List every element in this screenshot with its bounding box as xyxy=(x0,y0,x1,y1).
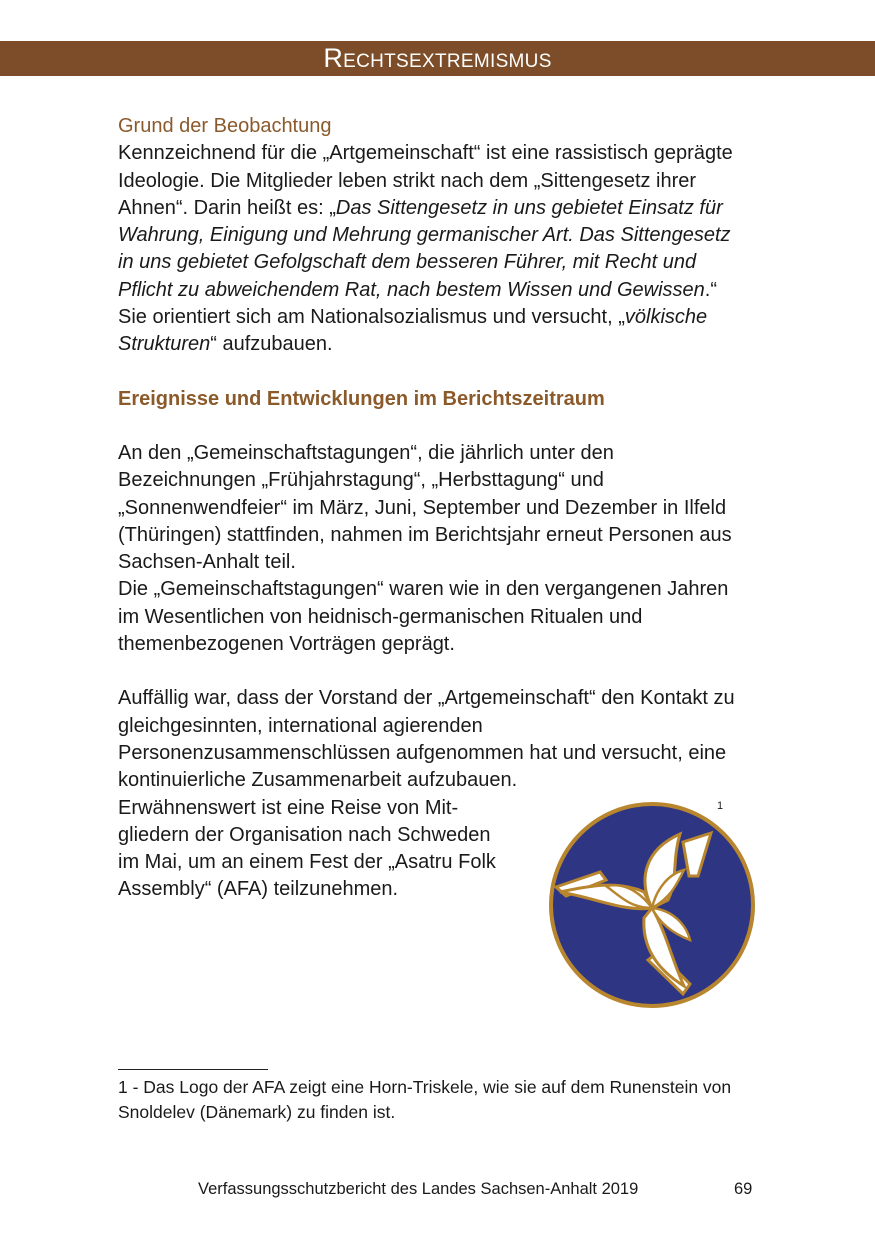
body-paragraph: Auffällig war, dass der Vorstand der „Artgemeinschaft“ den Kontakt zu gleichgesinnten, international agierenden Personenzusammenschlüssen aufgenommen hat und versucht, eine kontinuierliche Zusammenarbeit aufzubauen. xyxy=(118,687,735,792)
footer-publication-title: Verfassungsschutzbericht des Landes Sachsen-Anhalt 2019 xyxy=(198,1180,639,1198)
paragraph-line: gliedern der Organisation nach Schweden xyxy=(118,823,491,846)
paragraph-text: “ aufzubauen. xyxy=(210,333,333,356)
body-paragraph xyxy=(118,140,748,304)
paragraph-text: .“ xyxy=(704,278,717,301)
section-heading: Ereignisse und Entwicklungen im Berichtszeitraum xyxy=(118,387,605,410)
paragraph-line: Erwähnenswert ist eine Reise von Mit- xyxy=(118,796,459,819)
body-paragraph xyxy=(118,304,748,359)
page-number: 69 xyxy=(734,1180,753,1198)
chapter-header-bar xyxy=(0,41,875,76)
paragraph-text: Sie orientiert sich am Nationalsozialismus und versucht, „ xyxy=(118,306,625,329)
quote-text: Das Sittengesetz in uns gebietet Einsatz für Wahrung, Einigung und Mehrung germanischer Art. Das Sittengesetz in uns gebietet Gefolgschaft dem besseren Führer, mit Recht und Pflicht zu abweichendem Rat, nach bestem Wissen und Gewissen xyxy=(118,196,731,301)
footnote-text: 1 - Das Logo der AFA zeigt eine Horn-Triskele, wie sie auf dem Runenstein von Snoldelev (Dänemark) zu finden ist. xyxy=(118,1077,732,1122)
body-paragraph: An den „Gemeinschaftstagungen“, die jährlich unter den Bezeichnungen „Frühjahrstagung“, „Herbsttagung“ und „Sonnenwendfeier“ im März, Juni, September und Dezember in Ilfeld (Thüringen) stattfinden, nahmen im Berichtsjahr erneut Personen aus Sachsen-Anhalt teil. xyxy=(118,441,732,574)
body-paragraph: Die „Gemeinschaftstagungen“ waren wie in den vergangenen Jahren im Wesentlichen von heidnisch-germanischen Ritualen und themenbezogenen Vorträgen geprägt. xyxy=(118,578,729,656)
italic-text: völkische Strukturen xyxy=(118,306,708,356)
footnote-marker: 1 xyxy=(717,800,724,812)
chapter-title: Rechtsextremismus xyxy=(323,43,552,73)
paragraph-text: Kennzeichnend für die „Artgemeinschaft“ ist eine rassistisch geprägte Ideologie. Die Mitglieder leben strikt nach dem „Sittengesetz ihrer Ahnen“. Darin heißt es: „ xyxy=(118,142,733,219)
paragraph-line: Assembly“ (AFA) teilzunehmen. xyxy=(118,878,399,901)
main-content xyxy=(118,113,748,904)
paragraph-line: im Mai, um an einem Fest der „Asatru Folk xyxy=(118,851,496,874)
section-subheading: Grund der Beobachtung xyxy=(118,115,332,137)
footnote-separator xyxy=(118,1069,268,1070)
triskele-logo-icon xyxy=(548,800,756,1010)
